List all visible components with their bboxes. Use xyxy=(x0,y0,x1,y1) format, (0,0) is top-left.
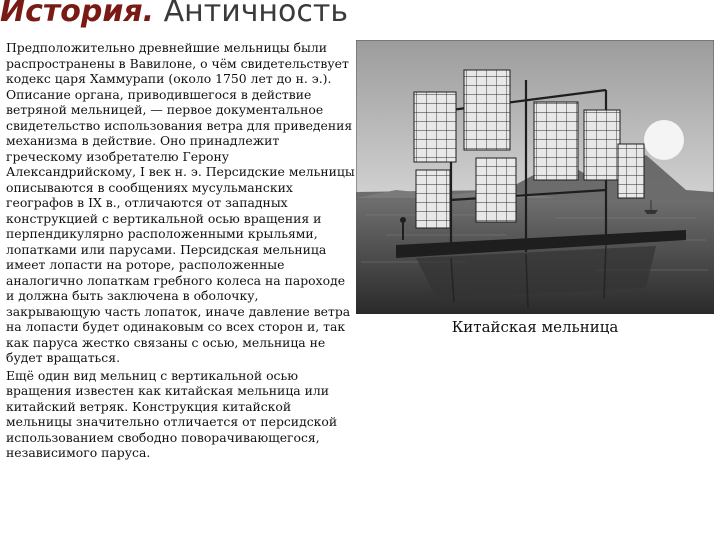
chinese-windmill-illustration xyxy=(356,40,714,314)
figure-caption: Китайская мельница xyxy=(451,318,619,336)
paragraph-chinese-mill: Ещё один вид мельниц с вертикальной осью вращения известен как китайская мельница или китайский ветряк. Конструкция китайской мельницы значительно отличается от персидской использованием свободно поворачивающегося, независимого паруса. xyxy=(6,367,338,460)
slide-title xyxy=(0,0,348,32)
paragraph-persian-mills: Предположительно древнейшие мельницы были распространены в Вавилоне, о чём свидетельствует кодекс царя Хаммурапи (около 1750 лет до н. э.). Описание органа, приводившегося в действие ветряной мельницей, — первое документальное свидетельство использования ветра для приведения механизма в действие. Оно принадлежит греческому изобретателю Герону Александрийскому, I век н. э. Персидские мельницы описываются в сообщениях мусульманских географов в IX в., отличаются от западных конструкцией с вертикальной осью вращения и перпендикулярно расположенными крыльями, лопатками или парусами. Персидская мельница имеет лопасти на роторе, расположенные аналогично лопаткам гребного колеса на пароходе и должна быть заключена в оболочку, закрывающую часть лопаток, иначе давление ветра на лопасти будет одинаковым со всех сторон и, так как паруса жестко связаны с осью, мельница не будет вращаться. xyxy=(6,40,355,365)
title-accent: История. xyxy=(0,0,155,29)
body-text xyxy=(6,40,356,463)
title-rest: Античность xyxy=(163,0,349,29)
